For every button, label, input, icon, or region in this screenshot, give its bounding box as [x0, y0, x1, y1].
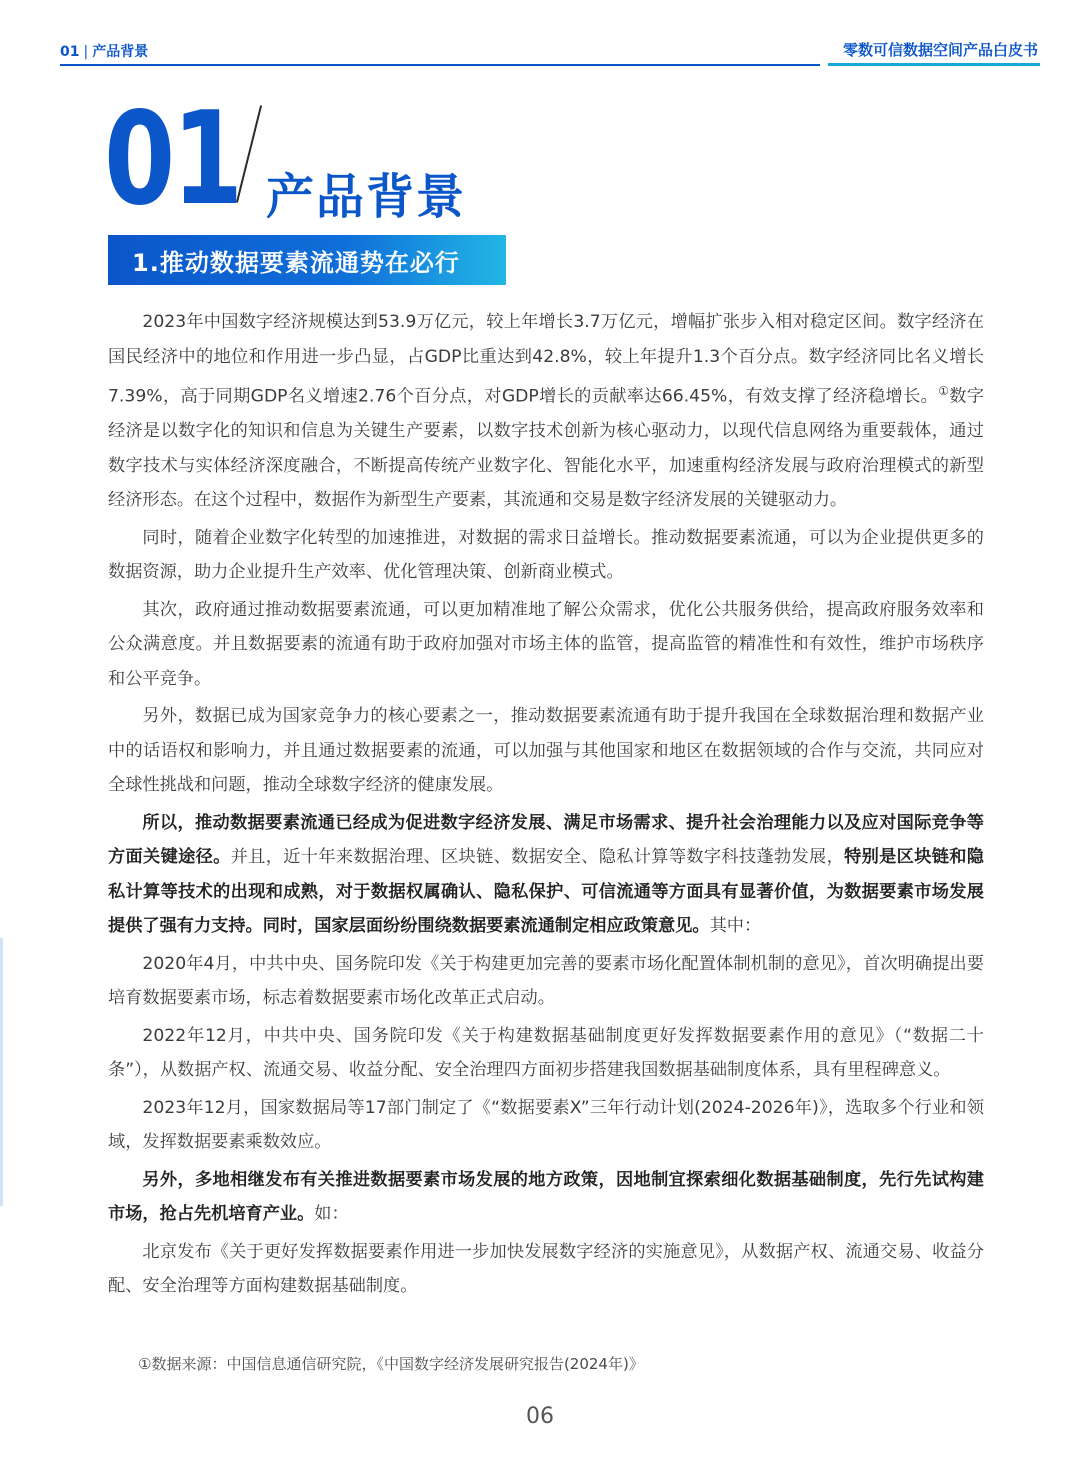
- footnote-reference: ①: [938, 384, 950, 398]
- paragraph-1-text: 2023年中国数字经济规模达到53.9万亿元，较上年增长3.7万亿元，增幅扩张步入相对稳定区间。数字经济在国民经济中的地位和作用进一步凸显，占GDP比重达到42.8%，较上年提升1.3个百分点。数字经济同比名义增长7.39%，高于同期GDP名义增速2.76个百分点，对GDP增长的贡献率达66.45%，有效支撑了经济稳增长。: [108, 312, 984, 407]
- running-header-chapter-no: 01: [60, 44, 80, 60]
- running-header-chapter-label: 产品背景: [92, 44, 149, 60]
- paragraph-1: [108, 305, 984, 518]
- chapter-title: 产品背景: [266, 169, 467, 225]
- paragraph-4: 另外，数据已成为国家竞争力的核心要素之一，推动数据要素流通有助于提升我国在全球数据治理和数据产业中的话语权和影响力，并且通过数据要素的流通，可以加强与其他国家和地区在数据领域的合作与交流，共同应对全球性挑战和问题，推动全球数字经济的健康发展。: [108, 706, 984, 796]
- paragraph-5-bold-2: 特别是区块链和隐私计算等技术的出现和成熟，对于数据权属确认、隐私保护、可信流通等方面具有显著价值，为数据要素市场发展提供了强有力支持。同时，国家层面纷纷围绕数据要素流通制定相应政策意见。: [108, 847, 984, 937]
- paragraph-9-normal: 如：: [314, 1204, 349, 1225]
- paragraph-9: [108, 1163, 984, 1232]
- section-title: 1.推动数据要素流通势在必行: [132, 249, 460, 277]
- body-text: [108, 305, 984, 1307]
- paragraph-7: 2022年12月，中共中央、国务院印发《关于构建数据基础制度更好发挥数据要素作用的意见》（“数据二十条”），从数据产权、流通交易、收益分配、安全治理四方面初步搭建我国数据基础制度体系，具有里程碑意义。: [108, 1025, 984, 1081]
- running-header-chapter: [60, 41, 148, 61]
- header-separator: |: [83, 44, 89, 60]
- footnote: ①数据来源：中国信息通信研究院，《中国数字经济发展研究报告(2024年)》: [138, 1355, 644, 1373]
- paragraph-9-bold: 另外，多地相继发布有关推进数据要素市场发展的地方政策，因地制宜探索细化数据基础制度，先行先试构建市场，抢占先机培育产业。: [108, 1169, 984, 1225]
- paragraph-8: 2023年12月，国家数据局等17部门制定了《“数据要素X”三年行动计划(2024-2026年)》，选取多个行业和领域，发挥数据要素乘数效应。: [108, 1097, 984, 1153]
- header-rule-right: [828, 63, 1040, 66]
- paragraph-6: 2020年4月，中共中央、国务院印发《关于构建更加完善的要素市场化配置体制机制的意见》，首次明确提出要培育数据要素市场，标志着数据要素市场化改革正式启动。: [108, 953, 984, 1009]
- paragraph-5-normal-1: 并且，近十年来数据治理、区块链、数据安全、隐私计算等数字科技蓬勃发展，: [230, 847, 845, 868]
- paragraph-10: 北京发布《关于更好发挥数据要素作用进一步加快发展数字经济的实施意见》，从数据产权、流通交易、收益分配、安全治理等方面构建数据基础制度。: [108, 1241, 984, 1297]
- header-rule-left: [60, 64, 820, 66]
- chapter-number: 01: [104, 85, 241, 234]
- paragraph-2: 同时，随着企业数字化转型的加速推进，对数据的需求日益增长。推动数据要素流通，可以为企业提供更多的数据资源，助力企业提升生产效率、优化管理决策、创新商业模式。: [108, 527, 984, 583]
- paragraph-3: 其次，政府通过推动数据要素流通，可以更加精准地了解公众需求，优化公共服务供给，提高政府服务效率和公众满意度。并且数据要素的流通有助于政府加强对市场主体的监管，提高监管的精准性和有效性，维护市场秩序和公平竞争。: [108, 599, 984, 689]
- running-header-doc-title: 零数可信数据空间产品白皮书: [842, 41, 1038, 59]
- paragraph-5-normal-2: 其中：: [709, 916, 762, 937]
- side-margin-mark: [0, 938, 3, 1206]
- page-number: 06: [526, 1404, 554, 1429]
- paragraph-5-bold-1: 所以，推动数据要素流通已经成为促进数字经济发展、满足市场需求、提升社会治理能力以及应对国际竞争等方面关键途径。: [108, 812, 984, 868]
- paragraph-5: [108, 806, 984, 944]
- paragraph-1b-text: 数字经济是以数字化的知识和信息为关键生产要素，以数字技术创新为核心驱动力，以现代信息网络为重要载体，通过数字技术与实体经济深度融合，不断提高传统产业数字化、智能化水平，加速重构经济发展与政府治理模式的新型经济形态。在这个过程中，数据作为新型生产要素，其流通和交易是数字经济发展的关键驱动力。: [108, 386, 984, 511]
